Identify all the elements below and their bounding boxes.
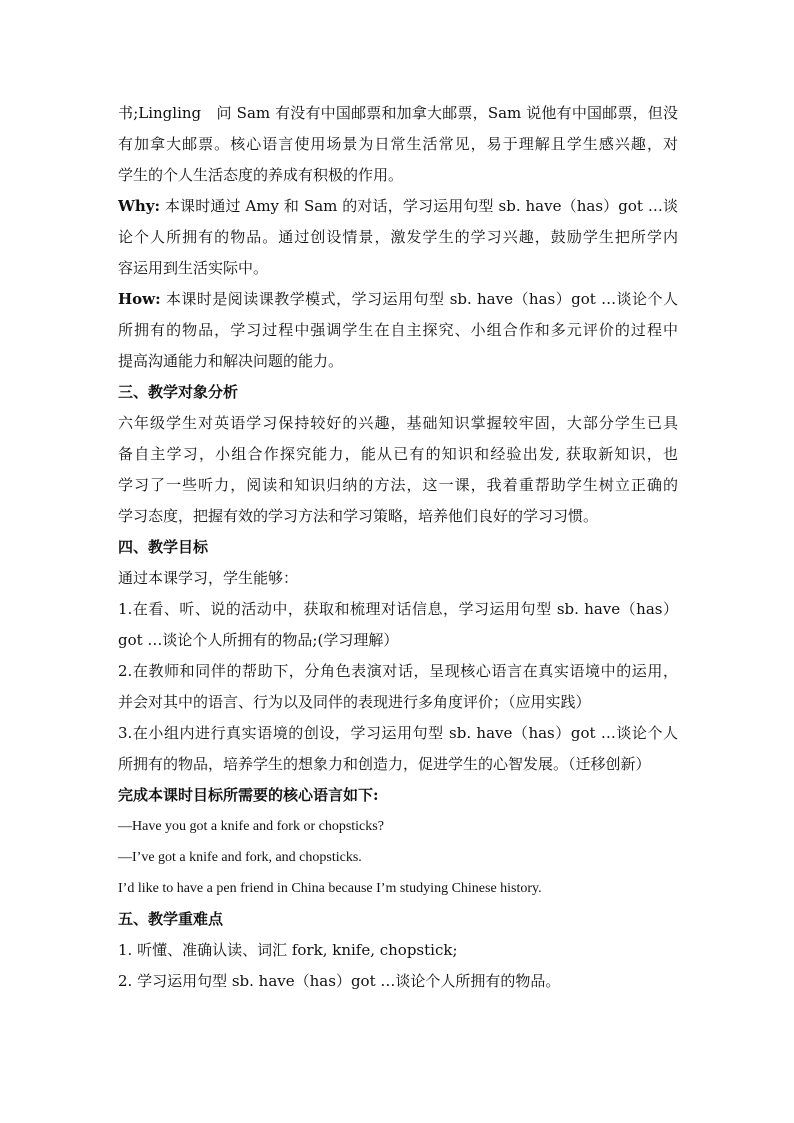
paragraph-line: 六年级学生对英语学习保持较好的兴趣，基础知识掌握较牢固，大部分学生已具 (118, 414, 678, 432)
paragraph-line: 2.在教师和同伴的帮助下，分角色表演对话，呈现核心语言在真实语境中的运用， (118, 662, 678, 680)
why-label: Why: (118, 197, 161, 215)
goal-item (118, 656, 678, 718)
core-language-line: —I’ve got a knife and fork, and chopsticks. (118, 850, 362, 865)
how-paragraph (118, 284, 678, 377)
paragraph-line: 所拥有的物品，学习过程中强调学生在自主探究、小组合作和多元评价的过程中 (118, 321, 678, 339)
paragraph-line: 备自主学习，小组合作探究能力，能从已有的知识和经验出发, 获取新知识，也 (118, 445, 678, 463)
goal-item (118, 594, 678, 656)
paragraph-line: 学习态度，把握有效的学习方法和学习策略，培养他们良好的学习习惯。 (118, 507, 599, 525)
paragraph-line: How: 本课时是阅读课教学模式，学习运用句型 sb. have（has）got …谈论个人 (118, 290, 678, 308)
paragraph-line: 学习了一些听力，阅读和知识归纳的方法，这一课，我着重帮助学生树立正确的 (118, 476, 678, 494)
paragraph-line: 容运用到生活实际中。 (118, 259, 269, 277)
why-paragraph (118, 191, 678, 284)
core-language-line: —Have you got a knife and fork or chopsticks? (118, 819, 384, 834)
core-language-heading: 完成本课时目标所需要的核心语言如下: (118, 786, 379, 804)
paragraph-line: Why: 本课时通过 Amy 和 Sam 的对话，学习运用句型 sb. have（has）got …谈 (118, 197, 678, 215)
core-language-list (118, 811, 678, 904)
paragraph-line: 提高沟通能力和解决问题的能力。 (118, 352, 344, 370)
paragraph-line: 3.在小组内进行真实语境的创设，学习运用句型 sb. have（has）got …谈论个人 (118, 724, 678, 742)
paragraph-line: 并会对其中的语言、行为以及同伴的表现进行多角度评价；（应用实践） (118, 693, 591, 711)
paragraph-line: 书;Lingling 问 Sam 有没有中国邮票和加拿大邮票，Sam 说他有中国邮票，但没 (118, 104, 678, 122)
paragraph-line: 论个人所拥有的物品。通过创设情景，激发学生的学习兴趣，鼓励学生把所学内 (118, 228, 678, 246)
paragraph-line: 1.在看、听、说的活动中，获取和梳理对话信息，学习运用句型 sb. have（has） (118, 600, 678, 618)
core-language-line: I’d like to have a pen friend in China because I’m studying Chinese history. (118, 881, 542, 896)
section-heading: 三、教学对象分析 (118, 383, 239, 401)
how-label: How: (118, 290, 161, 308)
section-heading: 五、教学重难点 (118, 910, 224, 928)
section-heading: 四、教学目标 (118, 538, 209, 556)
what-paragraph (118, 98, 678, 191)
paragraph-line: 所拥有的物品，培养学生的想象力和创造力，促进学生的心智发展。（迁移创新） (118, 755, 651, 773)
student-analysis-paragraph (118, 408, 678, 532)
paragraph-line: 学生的个人生活态度的养成有积极的作用。 (118, 166, 404, 184)
paragraph-line: 有加拿大邮票。核心语言使用场景为日常生活常见，易于理解且学生感兴趣，对 (118, 135, 678, 153)
key-points-list (118, 935, 678, 997)
goal-item (118, 718, 678, 780)
goals-intro: 通过本课学习，学生能够： (118, 569, 299, 587)
key-point: 2. 学习运用句型 sb. have（has）got …谈论个人所拥有的物品。 (118, 972, 561, 990)
document-page (118, 98, 678, 997)
paragraph-line: got …谈论个人所拥有的物品;(学习理解） (118, 631, 399, 649)
key-point: 1. 听懂、准确认读、词汇 fork, knife, chopstick; (118, 941, 458, 959)
